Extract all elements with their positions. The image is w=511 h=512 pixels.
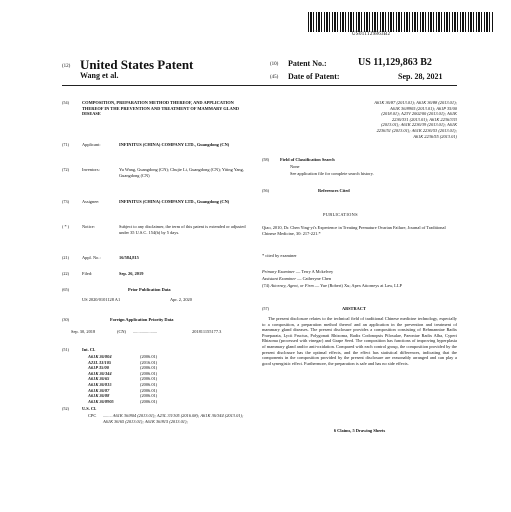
barcode-number: US011129863B2 <box>352 32 391 37</box>
cpc-line: A61K 2236/55 (2013.01) <box>413 133 457 139</box>
code-51: (51) <box>62 347 69 352</box>
patent-no-label: Patent No.: <box>288 59 327 68</box>
int-cl-class: A61K 36/88 <box>88 393 110 399</box>
int-cl-row <box>88 399 157 405</box>
code-30: (30) <box>62 317 69 322</box>
cpc-line: 2236/51 (2013.01); A61K 2236/53 (2013.01); <box>376 127 457 133</box>
int-cl-heading: Int. Cl. <box>82 347 96 352</box>
notice-label: Notice: <box>82 224 95 229</box>
cpc-line: (2018.01); A23V 2002/00 (2013.01); A61K <box>381 111 457 117</box>
date-label: Date of Patent: <box>288 72 340 81</box>
int-cl-class: A61P 35/00 <box>88 365 109 371</box>
int-cl-year: (2006.01) <box>140 398 158 404</box>
barcode <box>308 12 494 32</box>
assistant-examiner-value: — Catheryne Chen <box>297 276 332 281</box>
abstract-heading: ABSTRACT <box>342 306 366 311</box>
references-heading: References Cited <box>318 188 350 193</box>
priority-number: 201811155177.3 <box>192 329 222 334</box>
code-74: (74) <box>262 283 270 288</box>
prior-pub-number: US 2020/0101128 A1 <box>82 297 121 302</box>
int-cl-class: A61K 36/344 <box>88 370 112 376</box>
assistant-examiner-label: Assistant Examiner <box>262 276 297 281</box>
header-rule <box>62 85 457 86</box>
cpc-text: ........ A61K 36/804 (2013.01); A23L 33/105 (2016.08); A61K 36/344 (2013.01); A61K 36/65 (2013.01); A61K 36/815 (2013.01); <box>103 413 244 424</box>
assistant-examiner <box>262 276 331 282</box>
us-cl-heading: U.S. Cl. <box>82 406 97 411</box>
primary-examiner-label: Primary Examiner <box>262 269 295 274</box>
priority-dots: ...................... <box>133 329 158 334</box>
code-56: (56) <box>262 188 269 193</box>
field-search-none: None <box>290 164 300 169</box>
assignee-value: INFINITUS (CHINA) COMPANY LTD., Guangdong (CN) <box>119 199 230 204</box>
int-cl-class: A61K 36/815 <box>88 381 112 387</box>
priority-country: (CN) <box>117 329 127 334</box>
cpc-label: CPC <box>88 413 97 418</box>
code-notice: ( * ) <box>62 224 69 229</box>
applicant-label: Applicant: <box>82 142 101 147</box>
cpc-line: A61K 36/8905 (2013.01); A61P 35/00 <box>389 105 457 111</box>
attorney <box>262 283 457 289</box>
int-cl-class: A61K 36/65 <box>88 376 110 382</box>
code-58: (58) <box>262 157 269 162</box>
int-cl-year: (2006.01) <box>140 370 158 376</box>
claims-summary: 6 Claims, 5 Drawing Sheets <box>333 428 386 433</box>
priority-date: Sep. 30, 2018 <box>71 329 96 334</box>
code-12: (12) <box>62 64 71 69</box>
invention-title: COMPOSITION, PREPARATION METHOD THEREOF, AND APPLICATION THEREOF IN THE PREVENTION AND TREATMENT OF MAMMARY GLAND DISEASE <box>82 100 240 117</box>
publications-heading: PUBLICATIONS <box>323 212 358 217</box>
int-cl-class: A61K 36/87 <box>88 387 110 393</box>
int-cl-class: A61K 36/8905 <box>88 398 114 404</box>
publication-text: Qiao, 2010, Dr. Chen Ying-yi's Experience in Treating Premature Ovarian Failure, Journal of Traditional Chinese Medicine, 30: 217-221.* <box>262 225 446 236</box>
field-search-note: See application file for complete search history. <box>290 171 374 176</box>
int-cl-year: (2006.01) <box>140 393 158 399</box>
appl-no-label: Appl. No.: <box>82 255 101 260</box>
inventors-value: Yu Wang, Guangdong (CN); Chujie Li, Guangdong (CN); Yiting Yang, Guangdong (CN) <box>119 167 244 178</box>
assignee-label: Assignee: <box>82 199 100 204</box>
applicant-value: INFINITUS (CHINA) COMPANY LTD., Guangdong (CN) <box>119 142 230 147</box>
primary-examiner <box>262 269 333 275</box>
code-45: (45) <box>270 75 279 80</box>
code-21: (21) <box>62 255 69 260</box>
cpc-line: (2013.01); A61K 2236/39 (2013.01); A61K <box>381 122 457 128</box>
cited-note: * cited by examiner <box>262 253 297 258</box>
code-22: (22) <box>62 271 69 276</box>
prior-pub-date: Apr. 2, 2020 <box>170 297 192 302</box>
int-cl-year: (2016.01) <box>140 359 158 365</box>
appl-no-value: 16/584,815 <box>119 255 139 260</box>
patent-number: US 11,129,863 B2 <box>358 57 432 68</box>
int-cl-year: (2006.01) <box>140 365 158 371</box>
code-65: (65) <box>62 287 69 292</box>
cpc-continuation <box>262 100 457 139</box>
primary-examiner-value: — Terry A Mckelvey <box>295 269 334 274</box>
notice-value: Subject to any disclaimer, the term of this patent is extended or adjusted under 35 U.S.C. 154(b) by 5 days. <box>119 224 246 235</box>
abstract-text: The present disclosure relates to the technical field of traditional Chinese medicine technology, especially to a composition, a preparation method thereof and an application in the prevention and treatment of mammary gland diseases. The present disclosure provides a composition consisting of Rehmanniae Radix Praeparata, Lycii Fructus, Polygonati Rhizoma, Radix Codonopsis Pilosulae, Paeoniae Radix Alba, Cyperi Rhizoma (processed with vinegar) and Grape Seed. The composition has functions of improving hyperplasia of mammary gland and/or anti-oxidation. Compared with each control group, the composition provided by the present disclosure has the optimal effects, and the effect has statistical differences, indicating that the components in the composition provided by the present disclosure are reasonably arranged and can play a good synergistic effect. Furthermore, the preparation is safe and has no side effects. <box>262 316 457 366</box>
int-cl-year: (2006.01) <box>140 354 158 359</box>
patent-date: Sep. 28, 2021 <box>398 72 443 81</box>
attorney-label: Attorney, Agent, or Firm <box>270 283 314 288</box>
int-cl-year: (2006.01) <box>140 376 158 382</box>
code-71: (71) <box>62 142 69 147</box>
code-57: (57) <box>262 306 269 311</box>
inventor-short: Wang et al. <box>80 71 119 80</box>
filed-label: Filed: <box>82 271 93 276</box>
cpc-line: A61K 36/87 (2013.01); A61K 36/88 (2013.01); <box>374 100 457 105</box>
priority-heading: Foreign Application Priority Data <box>110 317 174 322</box>
prior-pub-heading: Prior Publication Data <box>128 287 171 292</box>
attorney-value: — Yue (Robert) Xu; Apex Attorneys at Law, LLP <box>314 283 402 288</box>
int-cl-class: A23L 33/105 <box>88 359 112 365</box>
cpc-line: 2236/331 (2013.01); A61K 2236/333 <box>391 116 457 122</box>
int-cl-table <box>88 354 157 404</box>
field-search-heading: Field of Classification Search <box>280 157 335 162</box>
code-10: (10) <box>270 62 279 67</box>
code-54: (54) <box>62 100 69 105</box>
int-cl-year: (2006.01) <box>140 381 158 387</box>
code-72: (72) <box>62 167 69 172</box>
filed-value: Sep. 26, 2019 <box>119 271 144 276</box>
int-cl-year: (2006.01) <box>140 387 158 393</box>
code-73: (73) <box>62 199 69 204</box>
inventors-label: Inventors: <box>82 167 100 172</box>
int-cl-class: A61K 36/804 <box>88 354 112 359</box>
code-52: (52) <box>62 406 69 411</box>
patent-type-title: United States Patent <box>80 57 194 72</box>
